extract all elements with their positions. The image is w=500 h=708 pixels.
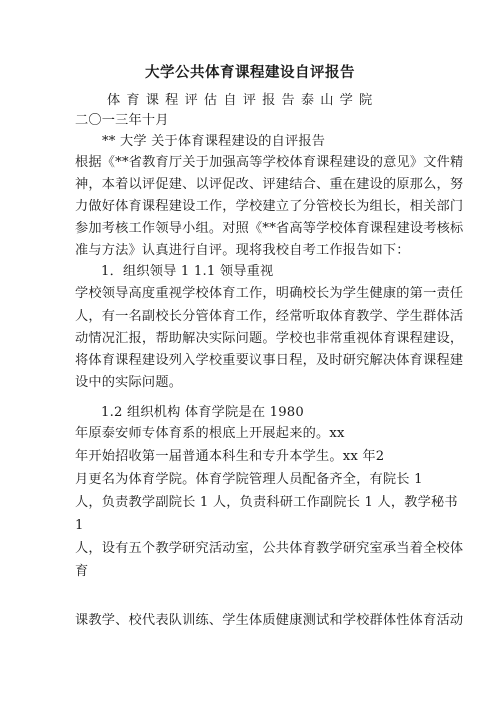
section-heading: 1.2 组织机构 体育学院是在 1980 — [101, 405, 304, 420]
body-line: 年开始招收第一届普通本科生和专升本学生。xx 年2 — [75, 449, 385, 464]
body-line: 根据《**省教育厅关于加强高等学校体育课程建设的意见》文件精 — [75, 155, 464, 170]
body-line: 参加考核工作领导小组。对照《**省高等学校体育课程建设考核标 — [75, 221, 464, 236]
section-heading: 1．组织领导 1 1.1 领导重视 — [101, 264, 274, 279]
document-date: 二〇一三年十月 — [75, 113, 169, 128]
body-line: 课教学、校代表队训练、学生体质健康测试和学校群体性体育活动 — [75, 613, 464, 628]
body-line: 学校领导高度重视学校体育工作，明确校长为学生健康的第一责任 — [75, 286, 464, 301]
body-line: 育 — [75, 564, 89, 579]
report-heading: ** 大学 关于体育课程建设的自评报告 — [102, 134, 326, 149]
body-line: 月更名为体育学院。体育学院管理人员配备齐全，有院长 1 — [75, 472, 423, 487]
document-subtitle: 体育课程评估自评报告泰山学院 — [107, 93, 379, 108]
body-line: 人，设有五个教学研究活动室，公共体育教学研究室承当着全校体 — [75, 541, 464, 556]
body-line: 设中的实际问题。 — [75, 375, 183, 390]
body-line: 准与方法》认真进行自评。现将我校自考工作报告如下： — [75, 243, 410, 258]
body-line: 人，有一名副校长分管体育工作，经常听取体育教学、学生群体活 — [75, 309, 464, 324]
body-line: 1 — [75, 518, 84, 533]
body-line: 年原泰安师专体育系的根底上开展起来的。xx — [75, 426, 345, 441]
document-title: 大学公共体育课程建设自评报告 — [145, 64, 355, 81]
body-line: 将体育课程建设列入学校重要议事日程，及时研究解决体育课程建 — [75, 353, 464, 368]
body-line: 动情况汇报，帮助解决实际问题。学校也非常重视体育课程建设， — [75, 331, 464, 346]
body-line: 神，本着以评促建、以评促改、评建结合、重在建设的原那么，努 — [75, 177, 464, 192]
body-line: 人，负责教学副院长 1 人，负责科研工作副院长 1 人，教学秘书 — [75, 495, 458, 510]
body-line: 力做好体育课程建设工作，学校建立了分管校长为组长，相关部门 — [75, 199, 464, 214]
